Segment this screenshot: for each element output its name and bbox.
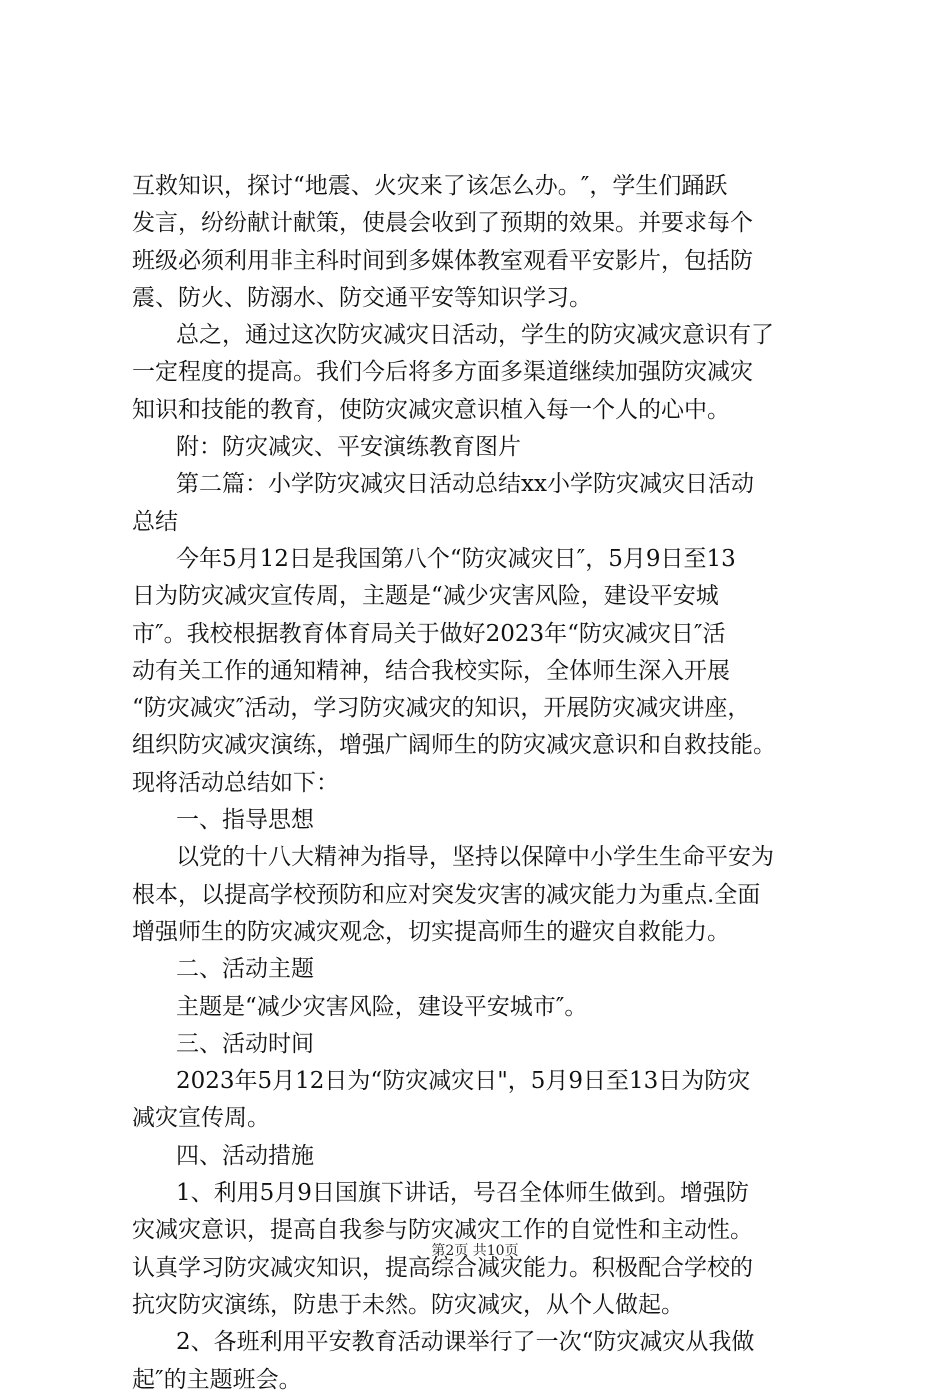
text-line: “防灾减灾″活动，学习防灾减灾的知识，开展防灾减灾讲座， (132, 695, 751, 722)
text-line: 日为防灾减灾宣传周，主题是“减少灾害风险，建设平安城 (132, 583, 719, 610)
text-line: 减灾宣传周。 (132, 1105, 270, 1132)
text-line: 根本，以提高学校预防和应对突发灾害的减灾能力为重点.全面 (132, 881, 761, 908)
text-line: 互救知识，探讨“地震、火灾来了该怎么办。″，学生们踊跃 (132, 173, 728, 199)
text-line: 2、各班利用平安教育活动课举行了一次“防灾减灾从我做 (176, 1329, 755, 1356)
text-line: 灾减灾意识，提高自我参与防灾减灾工作的自觉性和主动性。 (132, 1217, 753, 1244)
text-line: 主题是“减少灾害风险，建设平安城市″。 (176, 993, 588, 1020)
text-line: 以党的十八大精神为指导，坚持以保障中小学生生命平安为 (176, 844, 774, 871)
text-line: 二、活动主题 (176, 956, 314, 983)
text-line: 组织防灾减灾演练，增强广阔师生的防灾减灾意识和自救技能。 (132, 732, 776, 759)
text-line: 增强师生的防灾减灾观念，切实提高师生的避灾自救能力。 (132, 918, 730, 945)
text-line: 三、活动时间 (176, 1030, 314, 1057)
text-line: 知识和技能的教育，使防灾减灾意识植入每一个人的心中。 (132, 396, 730, 423)
text-line: 第二篇：小学防灾减灾日活动总结xx小学防灾减灾日活动 (176, 471, 754, 498)
page-footer: 第2页 共10页 (431, 1243, 519, 1259)
text-line: 总结 (132, 508, 178, 535)
text-line: 市″。我校根据教育体育局关于做好2023年“防灾减灾日″活 (132, 620, 726, 647)
text-line: 一定程度的提高。我们今后将多方面多渠道继续加强防灾减灾 (132, 359, 753, 386)
text-line: 认真学习防灾减灾知识，提高综合减灾能力。积极配合学校的 (132, 1254, 753, 1281)
text-line: 起″的主题班会。 (132, 1366, 302, 1393)
text-line: 今年5月12日是我国第八个“防灾减灾日″，5月9日至13 (176, 545, 736, 572)
text-line: 总之，通过这次防灾减灾日活动，学生的防灾减灾意识有了 (176, 322, 774, 349)
text-line: 发言，纷纷献计献策，使晨会收到了预期的效果。并要求每个 (132, 210, 753, 237)
text-line: 1、利用5月9日国旗下讲话，号召全体师生做到。增强防 (176, 1180, 749, 1207)
text-line: 四、活动措施 (176, 1142, 314, 1169)
document-body (132, 168, 832, 1399)
text-line: 现将活动总结如下： (132, 769, 339, 796)
text-line: 班级必须利用非主科时间到多媒体教室观看平安影片，包括防 (132, 247, 753, 274)
text-line: 抗灾防灾演练，防患于未然。防灾减灾，从个人做起。 (132, 1291, 684, 1318)
text-line: 附：防灾减灾、平安演练教育图片 (176, 434, 521, 461)
text-line: 震、防火、防溺水、防交通平安等知识学习。 (132, 284, 592, 311)
text-line: 2023年5月12日为“防灾减灾日"，5月9日至13日为防灾 (176, 1068, 751, 1095)
text-line: 动有关工作的通知精神，结合我校实际，全体师生深入开展 (132, 657, 730, 684)
text-line: 一、指导思想 (176, 807, 314, 834)
